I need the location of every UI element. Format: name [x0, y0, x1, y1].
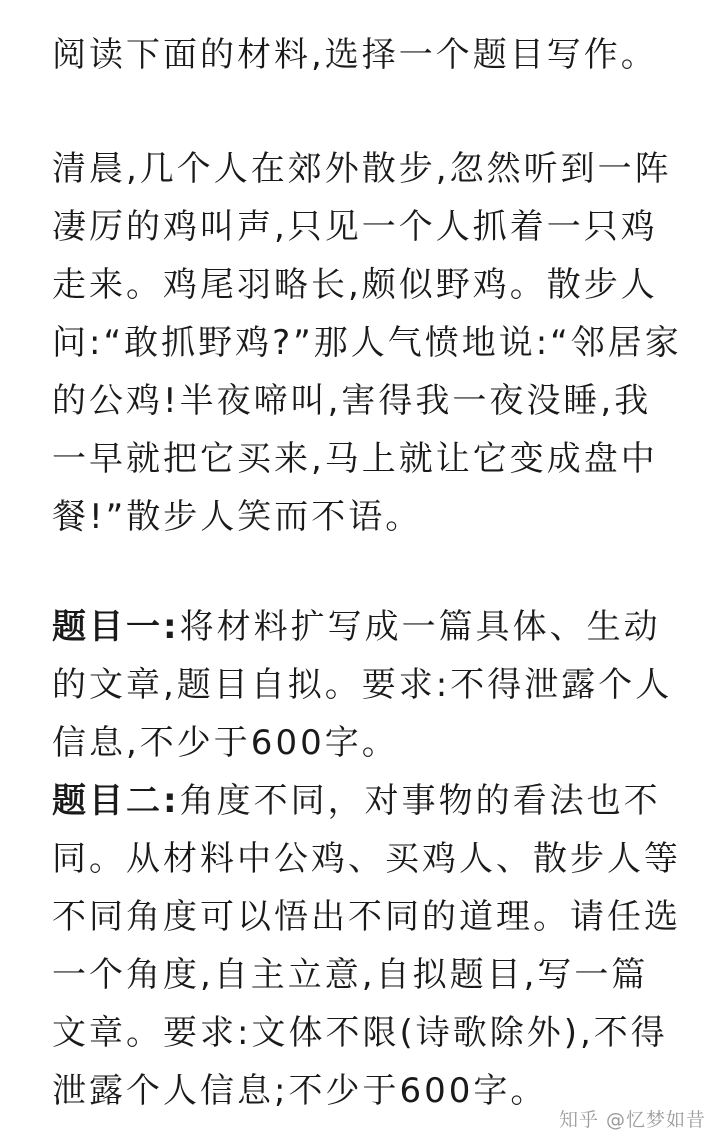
topic-two-text: 角度不同，对事物的看法也不同。从材料中公鸡、买鸡人、散步人等不同角度可以悟出不同的道理。请任选一个角度,自主立意,自拟题目,写一篇文章。要求:文体不限(诗歌除外),不得泄露个人信息;不少于600字。	[52, 781, 681, 1111]
topic-one-label: 题目一:	[52, 607, 180, 647]
topic-one	[52, 598, 684, 772]
topic-two	[52, 772, 684, 1120]
topic-two-label: 题目二:	[52, 781, 180, 821]
material-paragraph: 清晨,几个人在郊外散步,忽然听到一阵凄厉的鸡叫声,只见一个人抓着一只鸡走来。鸡尾羽略长,颇似野鸡。散步人问:“敢抓野鸡?”那人气愤地说:“邻居家的公鸡!半夜啼叫,害得我一夜没睡,我一早就把它买来,马上就让它变成盘中餐!”散步人笑而不语。	[52, 149, 682, 537]
topic-one-text: 将材料扩写成一篇具体、生动的文章,题目自拟。要求:不得泄露个人信息,不少于600字。	[52, 607, 673, 763]
instruction-text: 阅读下面的材料,选择一个题目写作。	[52, 35, 658, 75]
zhihu-watermark: 知乎 @忆梦如昔	[558, 1109, 706, 1131]
